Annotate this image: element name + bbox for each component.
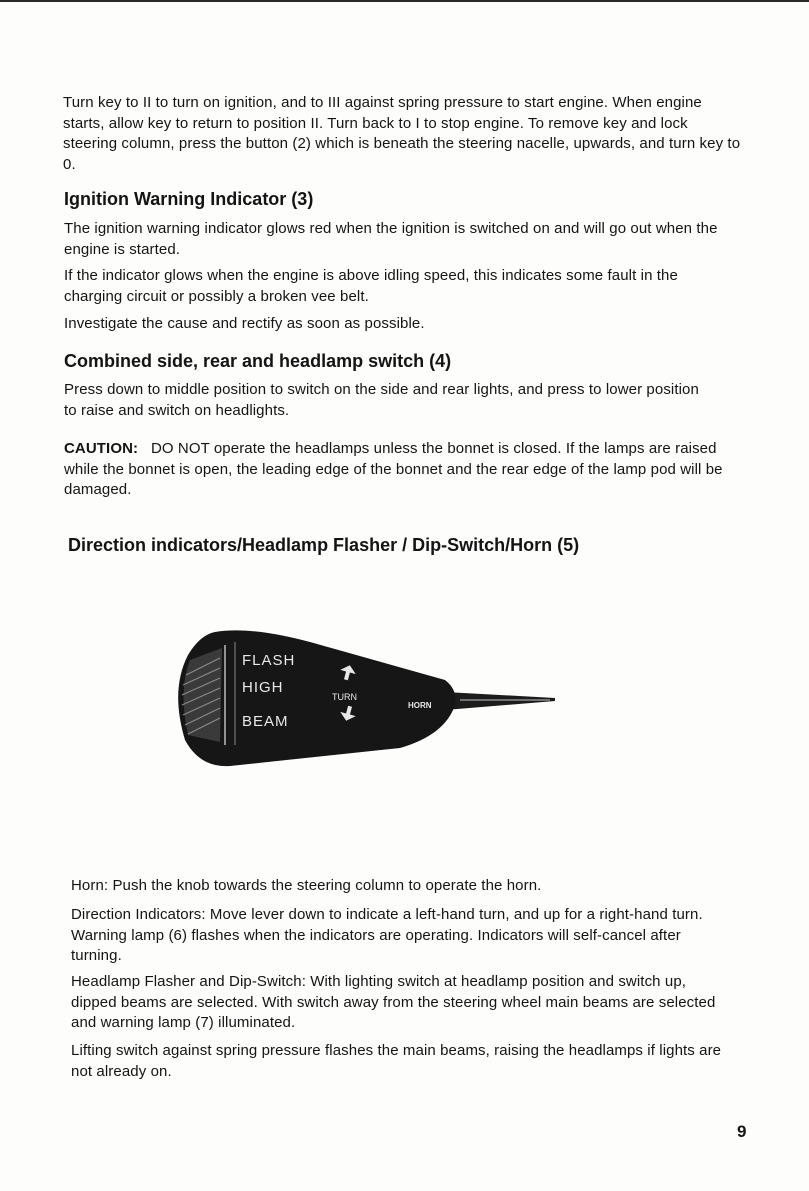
- lamp-switch-heading: Combined side, rear and headlamp switch (4): [64, 351, 452, 371]
- lever-stalk: [445, 692, 555, 710]
- ignition-paragraph-2: If the indicator glows when the engine is above idling speed, this indicates some fault in the charging circuit or possibly a broken vee belt.: [64, 267, 678, 305]
- intro-paragraph: Turn key to II to turn on ignition, and to III against spring pressure to start engine. When engine starts, allow key to return to position II. Turn back to I to stop engine. To remove key and lock steering column, press the button (2) which is beneath the steering nacelle, upwards, and turn key to 0.: [63, 94, 741, 173]
- turn-label: TURN: [332, 692, 357, 702]
- horn-label: HORN: [408, 701, 432, 710]
- beam-label: BEAM: [242, 713, 289, 730]
- lifting-paragraph: Lifting switch against spring pressure flashes the main beams, raising the headlamps if lights are not already on.: [71, 1042, 722, 1080]
- ignition-heading: Ignition Warning Indicator (3): [64, 189, 314, 209]
- horn-paragraph: Horn: Push the knob towards the steering column to operate the horn.: [71, 877, 542, 894]
- page-number: 9: [737, 1122, 747, 1141]
- switch-grip: [183, 648, 222, 742]
- caution-label: CAUTION:: [64, 440, 139, 457]
- flash-label: FLASH: [242, 652, 296, 669]
- switch-lever-illustration: [160, 620, 560, 770]
- ignition-paragraph-1: The ignition warning indicator glows red when the ignition is switched on and will go out when the engine is started.: [64, 220, 718, 258]
- direction-heading: Direction indicators/Headlamp Flasher / Dip-Switch/Horn (5): [68, 535, 580, 555]
- flasher-paragraph: Headlamp Flasher and Dip-Switch: With lighting switch at headlamp position and switch up, dipped beams are selected. With switch away from the steering wheel main beams are selected and warning lamp (7) illuminated.: [71, 973, 716, 1031]
- high-label: HIGH: [242, 679, 284, 696]
- caution-text: DO NOT operate the headlamps unless the bonnet is closed. If the lamps are raised while the bonnet is open, the leading edge of the bonnet and the rear edge of the lamp pod will be damaged.: [64, 440, 723, 498]
- lamp-switch-paragraph: Press down to middle position to switch on the side and rear lights, and press to lower position to raise and switch on headlights.: [64, 381, 699, 419]
- caution-paragraph: [64, 439, 734, 501]
- indicators-paragraph: Direction Indicators: Move lever down to indicate a left-hand turn, and up for a right-hand turn. Warning lamp (6) flashes when the indicators are operating. Indicators will self-cancel after turning.: [71, 906, 703, 964]
- ignition-paragraph-3: Investigate the cause and rectify as soon as possible.: [64, 315, 425, 332]
